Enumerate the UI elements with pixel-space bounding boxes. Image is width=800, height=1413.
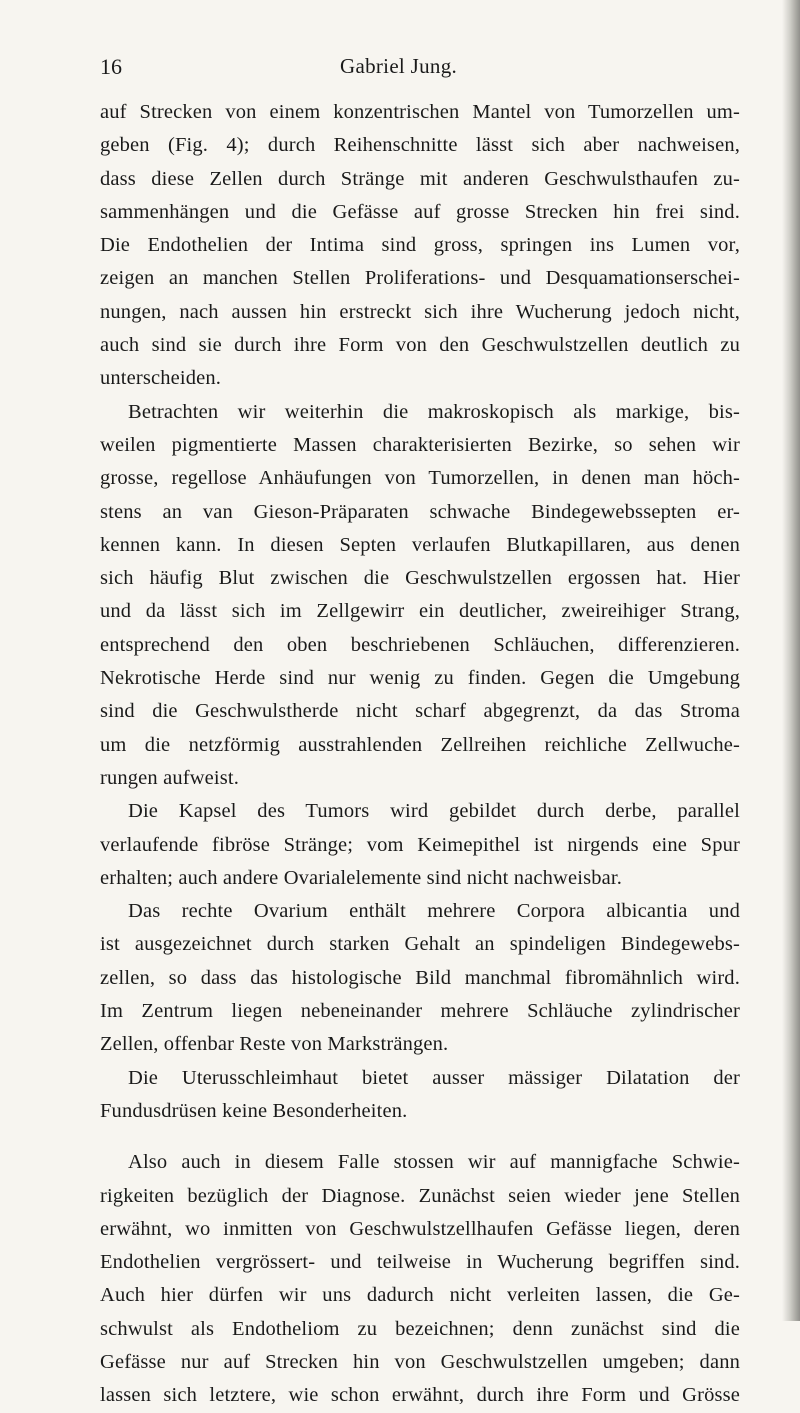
text-line: dass diese Zellen durch Stränge mit anderen Geschwulsthaufen zu- <box>100 167 740 190</box>
text-line: sammenhängen und die Gefässe auf grosse Strecken hin frei sind. <box>100 200 740 223</box>
running-title: Gabriel Jung. <box>340 54 458 78</box>
text-line: Zellen, offenbar Reste von Marksträngen. <box>100 1033 449 1056</box>
text-line: Nekrotische Herde sind nur wenig zu finden. Gegen die Umgebung <box>100 667 740 690</box>
text-line: Im Zentrum liegen nebeneinander mehrere Schläuche zylindrischer <box>100 1000 740 1023</box>
text-line: verlaufende fibröse Stränge; vom Keimepithel ist nirgends eine Spur <box>100 833 740 856</box>
page-number: 16 <box>100 54 122 79</box>
text-line: Also auch in diesem Falle stossen wir auf mannigfache Schwie- <box>128 1151 740 1174</box>
paragraph <box>100 396 740 796</box>
text-line: erwähnt, wo inmitten von Geschwulstzellhaufen Gefässe liegen, deren <box>100 1217 740 1240</box>
paragraph <box>100 1146 740 1412</box>
text-line: auf Strecken von einem konzentrischen Mantel von Tumorzellen um- <box>100 101 740 123</box>
text-line: und da lässt sich im Zellgewirr ein deutlicher, zweireihiger Strang, <box>100 600 740 623</box>
text-line: zeigen an manchen Stellen Proliferations- und Desquamationserschei- <box>100 267 740 290</box>
body-text <box>100 96 740 1413</box>
text-line: schwulst als Endotheliom zu bezeichnen; denn zunächst sind die <box>100 1317 740 1340</box>
text-line: geben (Fig. 4); durch Reihenschnitte lässt sich aber nachweisen, <box>100 134 740 157</box>
text-line: Die Kapsel des Tumors wird gebildet durch derbe, parallel <box>128 800 740 823</box>
text-line: Die Endothelien der Intima sind gross, springen ins Lumen vor, <box>100 234 740 257</box>
text-line: entsprechend den oben beschriebenen Schläuchen, differenzieren. <box>100 633 740 656</box>
page-edge-shadow <box>782 0 800 1321</box>
text-line: um die netzförmig ausstrahlenden Zellreihen reichliche Zellwuche- <box>100 733 740 756</box>
text-line: Das rechte Ovarium enthält mehrere Corpora albicantia und <box>128 900 740 923</box>
section-gap <box>100 1128 740 1146</box>
text-line: nungen, nach aussen hin erstreckt sich ihre Wucherung jedoch nicht, <box>100 300 740 323</box>
text-line: Die Uterusschleimhaut bietet ausser mässiger Dilatation der <box>128 1066 740 1089</box>
text-line: rigkeiten bezüglich der Diagnose. Zunächst seien wieder jene Stellen <box>100 1184 740 1207</box>
text-line: Gefässe nur auf Strecken hin von Geschwulstzellen umgeben; dann <box>100 1350 740 1373</box>
text-line: Auch hier dürfen wir uns dadurch nicht verleiten lassen, die Ge- <box>100 1284 740 1307</box>
page-header <box>100 54 740 84</box>
text-line: zellen, so dass das histologische Bild manchmal fibromähnlich wird. <box>100 966 740 989</box>
text-line: kennen kann. In diesen Septen verlaufen Blutkapillaren, aus denen <box>100 533 740 556</box>
paragraph <box>100 795 740 895</box>
text-line: lassen sich letztere, wie schon erwähnt, durch ihre Form und Grösse <box>100 1384 740 1407</box>
text-line: ist ausgezeichnet durch starken Gehalt an spindeligen Bindegewebs- <box>100 933 740 956</box>
paragraph <box>100 96 740 396</box>
text-line: rungen aufweist. <box>100 766 240 789</box>
text-line: grosse, regellose Anhäufungen von Tumorzellen, in denen man höch- <box>100 467 740 490</box>
text-line: weilen pigmentierte Massen charakterisierten Bezirke, so sehen wir <box>100 433 740 456</box>
text-line: stens an van Gieson-Präparaten schwache Bindegewebssepten er- <box>100 500 740 523</box>
text-line: sind die Geschwulstherde nicht scharf abgegrenzt, da das Stroma <box>100 700 740 723</box>
text-line: sich häufig Blut zwischen die Geschwulstzellen ergossen hat. Hier <box>100 567 740 590</box>
text-line: Endothelien vergrössert- und teilweise in Wucherung begriffen sind. <box>100 1251 740 1274</box>
text-line: unterscheiden. <box>100 367 222 390</box>
text-line: Betrachten wir weiterhin die makroskopisch als markige, bis- <box>128 400 740 423</box>
text-line: auch sind sie durch ihre Form von den Geschwulstzellen deutlich zu <box>100 334 740 357</box>
text-line: Fundusdrüsen keine Besonderheiten. <box>100 1099 408 1122</box>
paragraph <box>100 895 740 1061</box>
paragraph <box>100 1062 740 1129</box>
text-line: erhalten; auch andere Ovarialelemente sind nicht nachweisbar. <box>100 866 622 889</box>
